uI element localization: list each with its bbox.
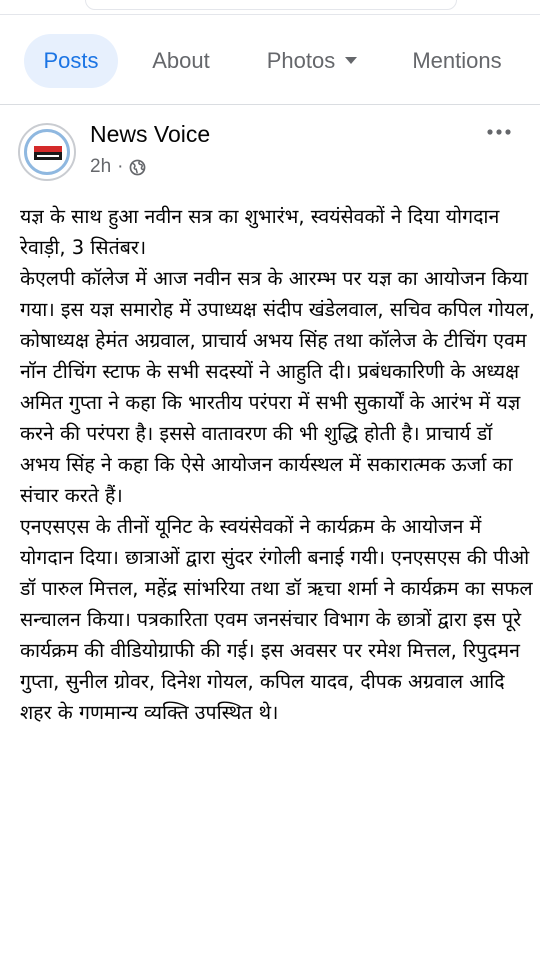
tab-mentions[interactable]: Mentions bbox=[412, 48, 502, 73]
more-icon[interactable] bbox=[486, 127, 512, 137]
post-header bbox=[0, 115, 540, 185]
tab-photos[interactable] bbox=[250, 34, 374, 88]
globe-icon[interactable] bbox=[129, 159, 146, 176]
post-body bbox=[20, 201, 536, 728]
post-paragraph: एनएसएस के तीनों यूनिट के स्वयंसेवकों ने कार्यक्रम के आयोजन में योगदान दिया। छात्राओं द्वारा सुंदर रंगोली बनाई गयी। एनएसएस की पीओ डॉ पारुल मित्तल, महेंद्र सांभरिया तथा डॉ ऋचा शर्मा ने कार्यक्रम का सफल सन्चालन किया। पत्रकारिता एवम जनसंचार विभाग के छात्रों द्वारा इस पूरे कार्यक्रम की वीडियोग्राफी की गई। इस अवसर पर रमेश मित्तल, रिपुदमन गुप्ता, सुनील ग्रोवर, दिनेश गोयल, कपिल यादव, दीपक अग्रवाल आदि शहर के गणमान्य व्यक्ति उपस्थित थे। bbox=[20, 515, 533, 724]
news-voice-logo-icon bbox=[34, 146, 62, 160]
tab-posts[interactable]: Posts bbox=[24, 34, 118, 88]
post-meta bbox=[90, 155, 146, 179]
post-time[interactable]: 2h bbox=[90, 156, 112, 177]
tab-about[interactable]: About bbox=[152, 48, 210, 73]
logo-red-band bbox=[34, 146, 62, 152]
meta-separator: · bbox=[117, 156, 124, 177]
profile-tabs bbox=[0, 34, 540, 88]
post-headline: यज्ञ के साथ हुआ नवीन सत्र का शुभारंभ, स्वयंसेवकों ने दिया योगदान bbox=[20, 205, 500, 228]
avatar[interactable] bbox=[18, 123, 76, 181]
top-bar bbox=[0, 0, 540, 15]
post-dateline: रेवाड़ी, 3 सितंबर। bbox=[20, 236, 147, 259]
logo-line bbox=[37, 155, 59, 157]
page-name[interactable]: News Voice bbox=[90, 121, 211, 147]
post-paragraph: केएलपी कॉलेज में आज नवीन सत्र के आरम्भ पर यज्ञ का आयोजन किया गया। इस यज्ञ समारोह में उपाध्यक्ष संदीप खंडेलवाल, सचिव कपिल गोयल, कोषाध्यक्ष हेमंत अग्रवाल, प्राचार्य अभय सिंह तथा कॉलेज के टीचिंग एवम नॉन टीचिंग स्टाफ के सभी सदस्यों ने आहुति दी। प्रबंधकारिणी के अध्यक्ष अमित गुप्ता ने कहा कि भारतीय परंपरा में सभी सुकार्यों के आरंभ में यज्ञ करने की परंपरा है। इससे वातावरण की भी शुद्धि होती है। प्राचार्य डॉ अभय सिंह ने कहा कि ऐसे आयोजन कार्यस्थल में सकारात्मक ऊर्जा का संचार करते हैं। bbox=[20, 267, 535, 507]
tab-photos-label: Photos bbox=[266, 48, 336, 73]
caret-down-icon bbox=[345, 57, 357, 64]
section-divider bbox=[0, 104, 540, 105]
search-bar[interactable] bbox=[85, 0, 457, 10]
